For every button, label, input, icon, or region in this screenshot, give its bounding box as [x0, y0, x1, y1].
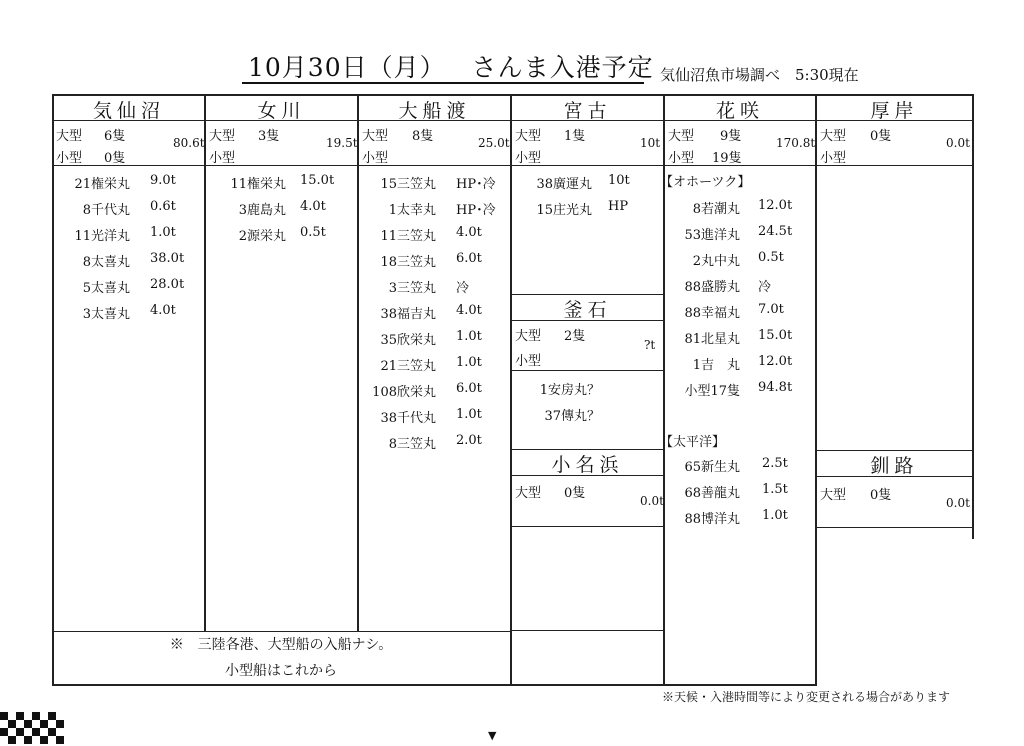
- ship-name: 38千代丸: [380, 411, 436, 426]
- miyako-large-label: 大型: [515, 129, 542, 144]
- ship-value: 15.0t: [758, 328, 793, 343]
- column-divider-1: [204, 94, 206, 632]
- hanasaki-large-count: 9隻: [720, 129, 742, 144]
- header-hanasaki: 花咲: [715, 100, 764, 122]
- title-date: 10月30日（月）: [248, 53, 446, 82]
- ship-name: 3三笠丸: [388, 281, 436, 296]
- ship-name: 5太喜丸: [82, 281, 130, 296]
- ship-name: 3鹿島丸: [238, 203, 286, 218]
- ship-value: 4.0t: [456, 303, 482, 318]
- ship-name: 81北星丸: [684, 332, 740, 347]
- ofunato-large-label: 大型: [362, 129, 389, 144]
- ship-name: 68善龍丸: [684, 486, 740, 501]
- ship-name: 2丸中丸: [692, 254, 740, 269]
- ship-name: 21権栄丸: [74, 177, 130, 192]
- kamaishi-large-count: 2隻: [564, 329, 586, 344]
- ship-value: 94.8t: [758, 380, 793, 395]
- onagawa-large-count: 3隻: [258, 129, 280, 144]
- ship-name: 15庄光丸: [536, 203, 592, 218]
- schedule-board: [52, 94, 974, 686]
- ship-name: 1吉 丸: [692, 358, 740, 373]
- kesennuma-small-label: 小型: [56, 151, 83, 166]
- ship-value: 0.6t: [150, 199, 176, 214]
- notes-box-top: [52, 631, 511, 632]
- header-akkeshi: 厚岸: [870, 100, 919, 122]
- kesennuma-small-count: 0隻: [104, 151, 126, 166]
- ship-value: 10t: [608, 173, 630, 188]
- summary-rule: [52, 165, 663, 166]
- ship-value: 28.0t: [150, 277, 185, 292]
- ship-name: 11三笠丸: [380, 229, 436, 244]
- ship-name: 3太喜丸: [82, 307, 130, 322]
- ship-name: 1安房丸？: [539, 383, 600, 398]
- ship-value: 2.0t: [456, 433, 482, 448]
- akkeshi-small-label: 小型: [820, 151, 847, 166]
- ship-name: 15三笠丸: [380, 177, 436, 192]
- ship-name: 38廣運丸: [536, 177, 592, 192]
- kushiro-right-stub: [972, 450, 974, 539]
- ship-value: HP･冷: [456, 203, 496, 218]
- ship-name: 11権栄丸: [230, 177, 286, 192]
- header-kamaishi: 釜石: [563, 299, 612, 321]
- ship-value: 12.0t: [758, 354, 793, 369]
- header-ofunato: 大船渡: [398, 100, 471, 122]
- hanasaki-okhotsk-label: 【オホーツク】: [660, 175, 751, 190]
- ship-value: 6.0t: [456, 381, 482, 396]
- ofunato-total: 25.0t: [478, 136, 510, 150]
- ship-name: 8若潮丸: [692, 202, 740, 217]
- kushiro-large-count: 0隻: [870, 488, 892, 503]
- ship-value: 9.0t: [150, 173, 176, 188]
- board-border-bottom: [52, 684, 816, 686]
- ship-value: 6.0t: [456, 251, 482, 266]
- header-kesennuma: 気仙沼: [92, 100, 165, 122]
- ship-value: 15.0t: [300, 173, 335, 188]
- ship-name: 88幸福丸: [684, 306, 740, 321]
- kesennuma-large-label: 大型: [56, 129, 83, 144]
- ship-name: 37傳丸？: [544, 409, 600, 424]
- note-small-ships-pending: 小型船はこれから: [225, 663, 337, 679]
- down-arrow-icon: ▼: [488, 729, 497, 742]
- footer-disclaimer: ※天候・入港時間等により変更される場合があります: [662, 690, 951, 704]
- ship-value: 1.0t: [456, 355, 482, 370]
- ship-value: 冷: [456, 281, 470, 296]
- ship-name: 18三笠丸: [380, 255, 436, 270]
- header-onahama: 小名浜: [551, 454, 624, 476]
- onagawa-small-label: 小型: [209, 151, 236, 166]
- ship-name: 8三笠丸: [388, 437, 436, 452]
- hanasaki-small-count: 19隻: [712, 151, 742, 166]
- ofunato-small-label: 小型: [362, 151, 389, 166]
- onahama-large-label: 大型: [515, 486, 542, 501]
- kushiro-total: 0.0t: [946, 496, 970, 510]
- akkeshi-large-count: 0隻: [870, 129, 892, 144]
- ship-value: 24.5t: [758, 224, 793, 239]
- ship-name: 38福吉丸: [380, 307, 436, 322]
- kamaishi-small-label: 小型: [515, 354, 542, 369]
- title-text: さんま入港予定: [471, 53, 654, 82]
- ship-value: 4.0t: [456, 225, 482, 240]
- hanasaki-large-label: 大型: [668, 129, 695, 144]
- kamaishi-large-label: 大型: [515, 329, 542, 344]
- ship-value: 2.5t: [762, 456, 788, 471]
- ship-value: HP･冷: [456, 177, 496, 192]
- ship-name: 88盛勝丸: [684, 280, 740, 295]
- ship-value: 0.5t: [758, 250, 784, 265]
- ship-value: 1.0t: [456, 407, 482, 422]
- miyako-large-count: 1隻: [564, 129, 586, 144]
- ship-name: 8千代丸: [82, 203, 130, 218]
- onagawa-large-label: 大型: [209, 129, 236, 144]
- ship-value: 1.0t: [456, 329, 482, 344]
- ship-name: 88博洋丸: [684, 512, 740, 527]
- ship-value: 12.0t: [758, 198, 793, 213]
- hanasaki-total: 170.8t: [776, 136, 816, 150]
- onahama-bottom: [510, 526, 664, 527]
- ship-value: 7.0t: [758, 302, 784, 317]
- board-border-left: [52, 94, 54, 686]
- hanasaki-pacific-label: 【太平洋】: [660, 435, 726, 450]
- source-note: 気仙沼魚市場調べ 5:30現在: [660, 66, 859, 84]
- onahama-total: 0.0t: [640, 494, 664, 508]
- akkeshi-total: 0.0t: [946, 136, 970, 150]
- ship-name: 21三笠丸: [380, 359, 436, 374]
- header-onagawa: 女川: [257, 100, 306, 122]
- hanasaki-small-label: 小型: [668, 151, 695, 166]
- onagawa-total: 19.5t: [326, 136, 358, 150]
- kushiro-bottom: [816, 527, 974, 528]
- ship-name: 53進洋丸: [684, 228, 740, 243]
- ship-name: 小型17隻: [684, 384, 740, 399]
- ship-value: 1.0t: [150, 225, 176, 240]
- column-divider-5: [815, 94, 817, 686]
- kesennuma-total: 80.6t: [173, 136, 205, 150]
- akkeshi-large-label: 大型: [820, 129, 847, 144]
- ship-name: 8太喜丸: [82, 255, 130, 270]
- ship-name: 2源栄丸: [238, 229, 286, 244]
- ship-value: 4.0t: [300, 199, 326, 214]
- header-kushiro: 釧路: [870, 455, 919, 477]
- kushiro-large-label: 大型: [820, 488, 847, 503]
- header-miyako: 宮古: [563, 100, 612, 122]
- kesennuma-large-count: 6隻: [104, 129, 126, 144]
- ship-value: 1.0t: [762, 508, 788, 523]
- note-no-large-ships: ※ 三陸各港、大型船の入船ナシ。: [169, 637, 393, 653]
- miyako-small-label: 小型: [515, 151, 542, 166]
- ship-name: 11光洋丸: [74, 229, 130, 244]
- ship-name: 65新生丸: [684, 460, 740, 475]
- onahama-large-count: 0隻: [564, 486, 586, 501]
- checker-pattern: [0, 712, 64, 746]
- ship-value: 4.0t: [150, 303, 176, 318]
- column-divider-2: [357, 94, 359, 632]
- ship-value: 0.5t: [300, 225, 326, 240]
- column-split-bottom: [510, 630, 664, 631]
- ofunato-large-count: 8隻: [412, 129, 434, 144]
- page-title: [242, 52, 654, 84]
- ship-value: HP: [608, 199, 629, 214]
- ship-value: 冷: [758, 280, 772, 295]
- kamaishi-summary-rule: [510, 370, 664, 371]
- miyako-total: 10t: [640, 136, 661, 150]
- kamaishi-total: ?t: [644, 338, 656, 352]
- ship-name: 108欣栄丸: [372, 385, 436, 400]
- column-divider-3: [510, 94, 512, 686]
- ship-name: 1太幸丸: [388, 203, 436, 218]
- ship-value: 38.0t: [150, 251, 185, 266]
- ship-name: 35欣栄丸: [380, 333, 436, 348]
- ship-value: 1.5t: [762, 482, 788, 497]
